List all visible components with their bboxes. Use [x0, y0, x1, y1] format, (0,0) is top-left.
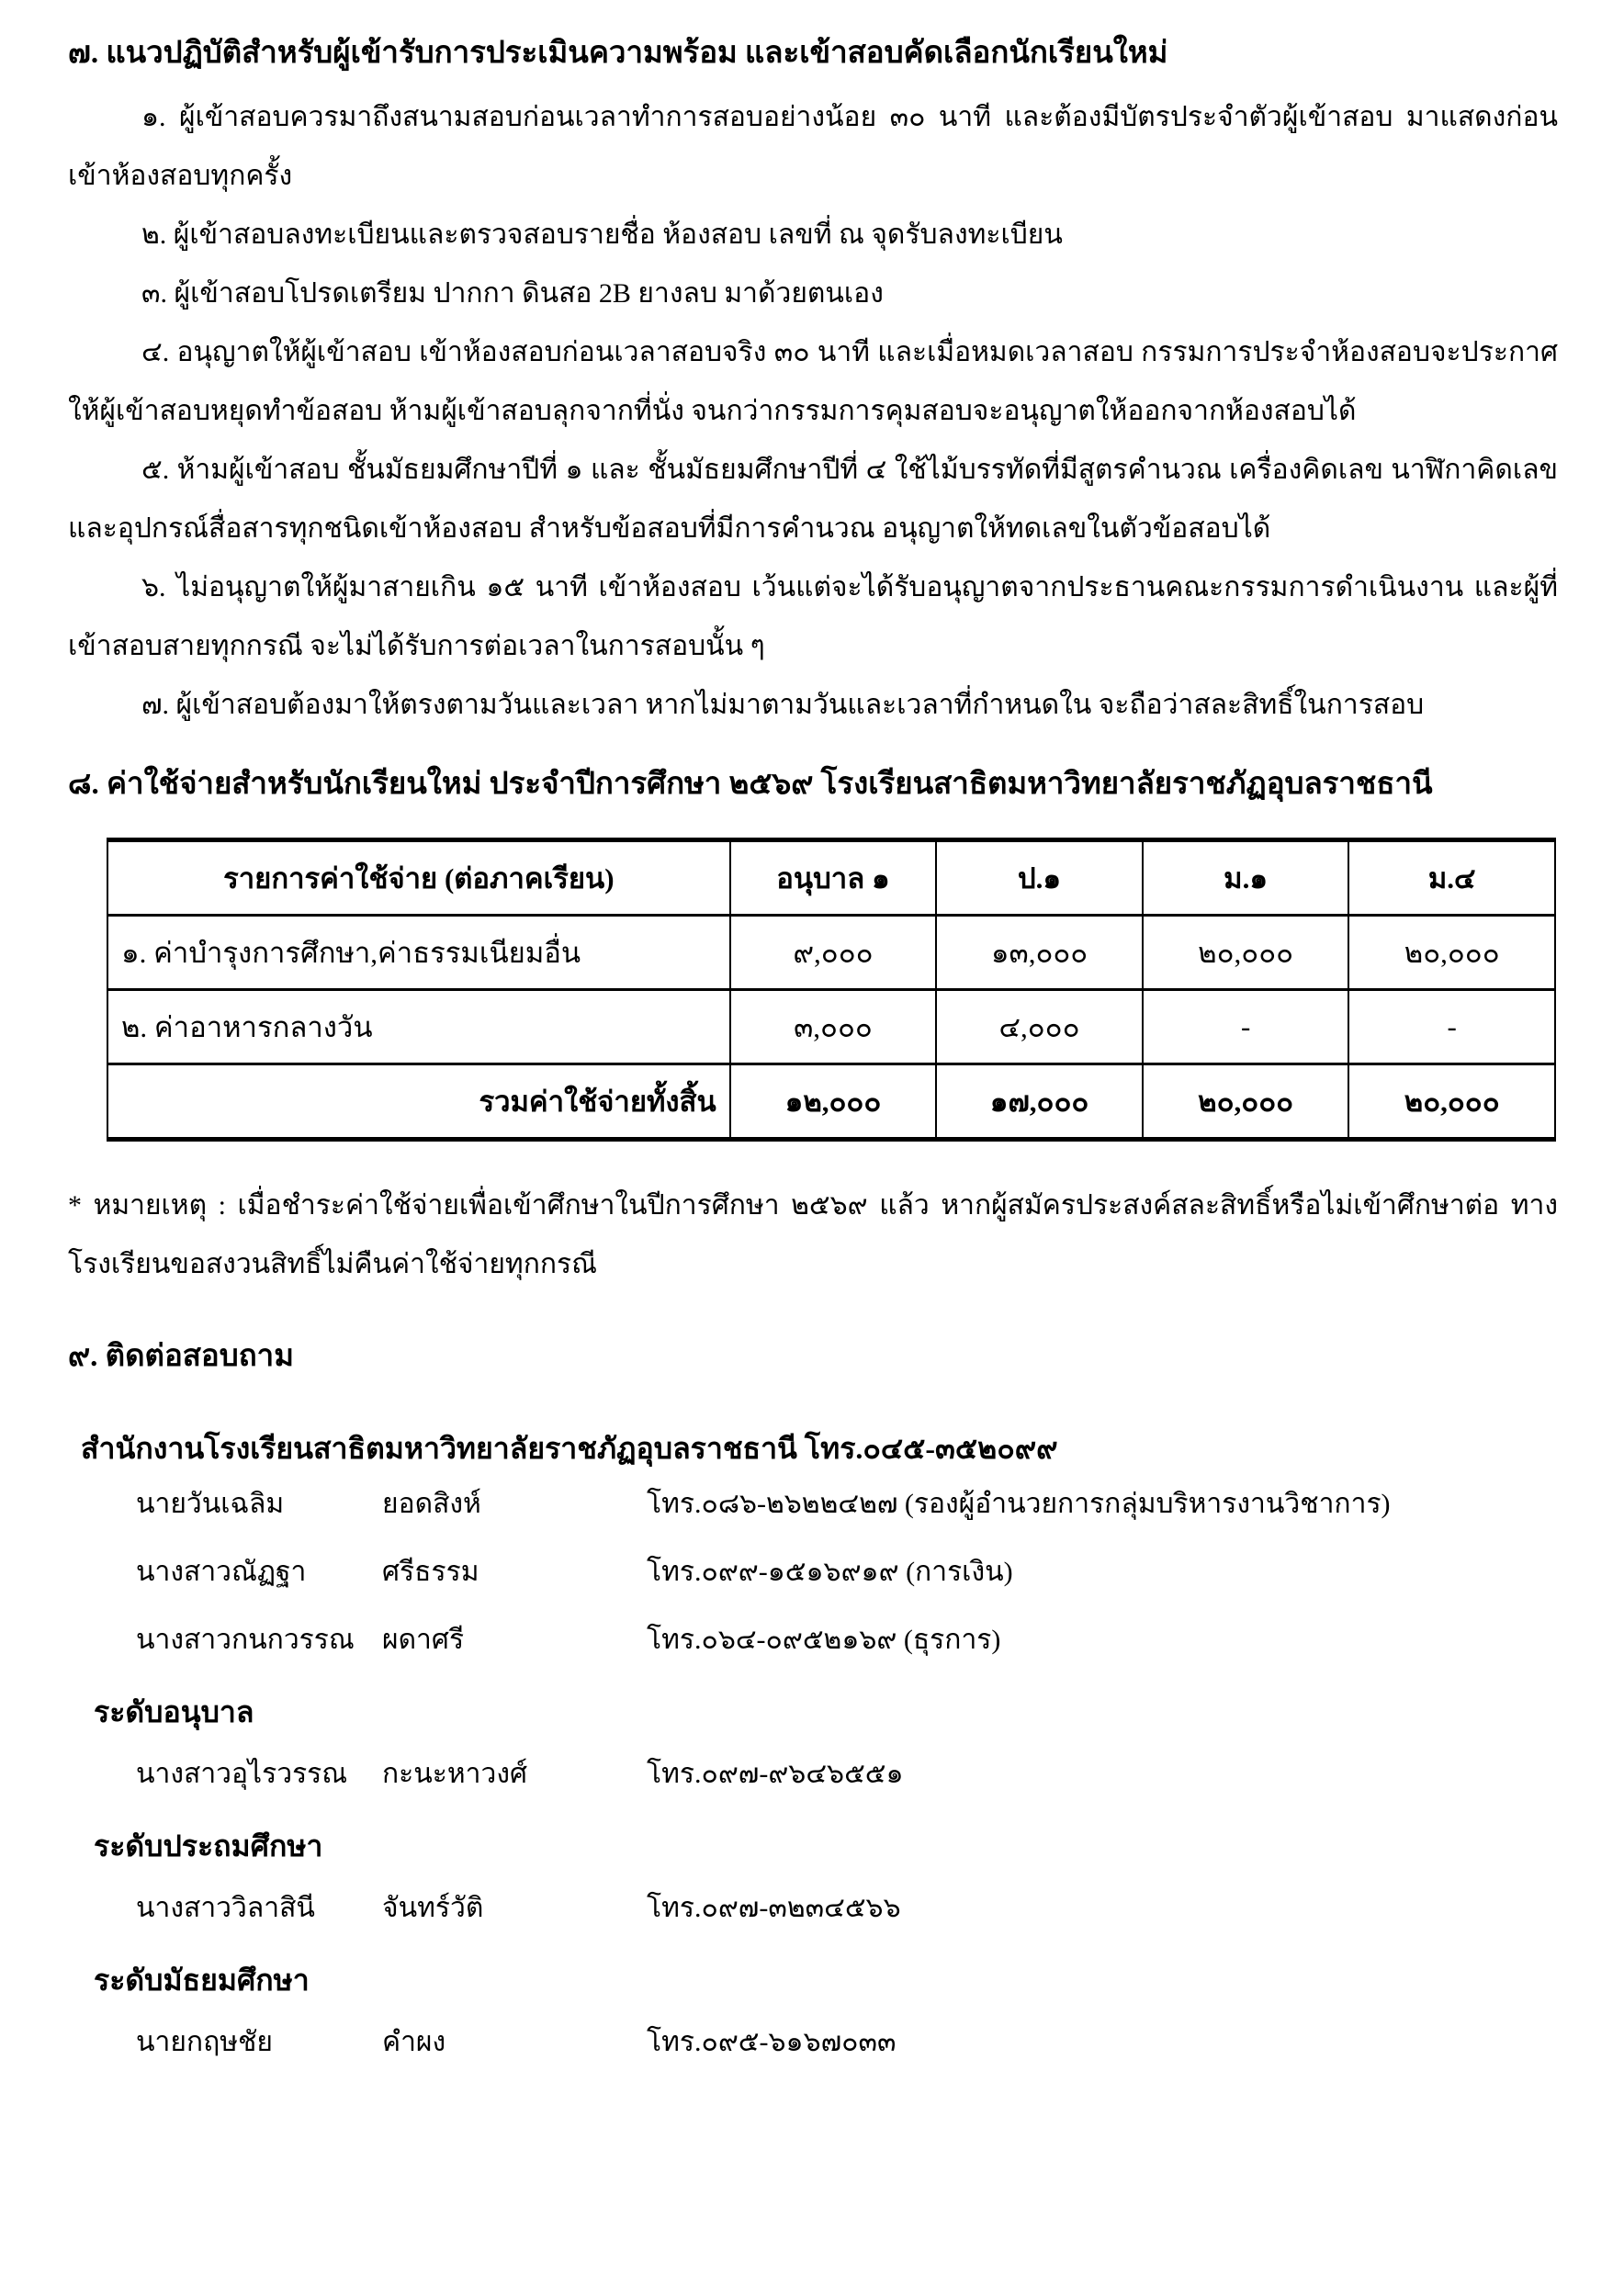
contact-last-name: ยอดสิงห์	[382, 1489, 481, 1519]
fees-value: ๑๓,๐๐๐	[936, 916, 1143, 990]
level-heading-primary: ระดับประถมศึกษา	[94, 1829, 323, 1863]
contact-first-name: นางสาวณัฏฐา	[136, 1557, 307, 1587]
fees-total-value: ๒๐,๐๐๐	[1348, 1064, 1555, 1140]
fees-row-label: ๑. ค่าบำรุงการศึกษา,ค่าธรรมเนียมอื่น	[107, 916, 730, 990]
contact-row	[136, 1538, 1558, 1606]
guideline-item-4: ๔. อนุญาตให้ผู้เข้าสอบ เข้าห้องสอบก่อนเวลาสอบจริง ๓๐ นาที และเมื่อหมดเวลาสอบ กรรมการประจำห้องสอบจะประกาศให้ผู้เข้าสอบหยุดทำข้อสอบ ห้ามผู้เข้าสอบลุกจากที่นั่ง จนกว่ากรรมการคุมสอบจะอนุญาตให้ออกจากห้องสอบได้	[68, 337, 1558, 426]
contact-row	[136, 2009, 1558, 2077]
contact-row	[136, 1470, 1558, 1538]
fees-row-tuition	[107, 916, 1555, 990]
fees-value: -	[1143, 990, 1349, 1064]
fees-header-kindergarten: อนุบาล ๑	[730, 840, 937, 916]
contact-first-name: นายกฤษชัย	[136, 2027, 273, 2057]
fees-header-m1: ม.๑	[1143, 840, 1349, 916]
contact-row	[136, 1874, 1558, 1942]
fees-header-p1: ป.๑	[936, 840, 1143, 916]
contact-phone: โทร.๐๙๗-๙๖๔๖๕๕๑	[647, 1759, 904, 1789]
contact-last-name: ศรีธรรม	[382, 1557, 479, 1587]
guideline-item-7: ๗. ผู้เข้าสอบต้องมาให้ตรงตามวันและเวลา หากไม่มาตามวันและเวลาที่กำหนดใน จะถือว่าสละสิทธิ์ในการสอบ	[141, 690, 1425, 720]
section-8-heading: ๘. ค่าใช้จ่ายสำหรับนักเรียนใหม่ ประจำปีการศึกษา ๒๕๖๙ โรงเรียนสาธิตมหาวิทยาลัยราชภัฏอุบลราชธานี	[68, 768, 1433, 801]
fees-value: ๓,๐๐๐	[730, 990, 937, 1064]
fees-value: ๔,๐๐๐	[936, 990, 1143, 1064]
contact-first-name: นางสาวกนกวรรณ	[136, 1625, 355, 1655]
fees-note: * หมายเหตุ : เมื่อชำระค่าใช้จ่ายเพื่อเข้าศึกษาในปีการศึกษา ๒๕๖๙ แล้ว หากผู้สมัครประสงค์สละสิทธิ์หรือไม่เข้าศึกษาต่อ ทางโรงเรียนขอสงวนสิทธิ์ไม่คืนค่าใช้จ่ายทุกกรณี	[68, 1190, 1558, 1279]
contact-first-name: นางสาวอุไรวรรณ	[136, 1759, 348, 1789]
fees-value: ๙,๐๐๐	[730, 916, 937, 990]
guideline-item-2: ๒. ผู้เข้าสอบลงทะเบียนและตรวจสอบรายชื่อ ห้องสอบ เลขที่ ณ จุดรับลงทะเบียน	[141, 219, 1063, 250]
contact-row	[136, 1740, 1558, 1808]
section-7-guidelines	[68, 88, 1558, 735]
fees-value: ๒๐,๐๐๐	[1143, 916, 1349, 990]
fees-header-item: รายการค่าใช้จ่าย (ต่อภาคเรียน)	[107, 840, 730, 916]
fees-table-header-row	[107, 840, 1555, 916]
fees-row-lunch	[107, 990, 1555, 1064]
guideline-item-3: ๓. ผู้เข้าสอบโปรดเตรียม ปากกา ดินสอ 2B ยางลบ มาด้วยตนเอง	[141, 278, 884, 309]
level-heading-secondary: ระดับมัธยมศึกษา	[94, 1964, 310, 1997]
fees-row-total	[107, 1064, 1555, 1140]
contact-phone: โทร.๐๙๗-๓๒๓๔๕๖๖	[647, 1893, 901, 1923]
contact-first-name: นายวันเฉลิม	[136, 1489, 285, 1519]
contact-row	[136, 1606, 1558, 1674]
fees-value: -	[1348, 990, 1555, 1064]
fees-value: ๒๐,๐๐๐	[1348, 916, 1555, 990]
section-9-heading: ๙. ติดต่อสอบถาม	[68, 1340, 294, 1373]
guideline-item-6: ๖. ไม่อนุญาตให้ผู้มาสายเกิน ๑๕ นาที เข้าห้องสอบ เว้นแต่จะได้รับอนุญาตจากประธานคณะกรรมการดำเนินงาน และผู้ที่เข้าสอบสายทุกกรณี จะไม่ได้รับการต่อเวลาในการสอบนั้น ๆ	[68, 572, 1558, 661]
fees-total-value: ๒๐,๐๐๐	[1143, 1064, 1349, 1140]
contact-phone: โทร.๐๘๖-๒๖๒๒๔๒๗ (รองผู้อำนวยการกลุ่มบริหารงานวิชาการ)	[647, 1489, 1391, 1519]
contact-last-name: ผดาศรี	[382, 1625, 465, 1655]
guideline-item-1: ๑. ผู้เข้าสอบควรมาถึงสนามสอบก่อนเวลาทำการสอบอย่างน้อย ๓๐ นาที และต้องมีบัตรประจำตัวผู้เข้าสอบ มาแสดงก่อนเข้าห้องสอบทุกครั้ง	[68, 102, 1558, 191]
fees-total-value: ๑๒,๐๐๐	[730, 1064, 937, 1140]
fees-table	[107, 838, 1556, 1142]
office-contact-line: สำนักงานโรงเรียนสาธิตมหาวิทยาลัยราชภัฏอุบลราชธานี โทร.๐๔๕-๓๕๒๐๙๙	[81, 1432, 1058, 1465]
contact-phone: โทร.๐๙๙-๑๕๑๖๙๑๙ (การเงิน)	[647, 1557, 1013, 1587]
contact-last-name: คำผง	[382, 2027, 446, 2057]
fees-total-label: รวมค่าใช้จ่ายทั้งสิ้น	[107, 1064, 730, 1140]
fees-header-m4: ม.๔	[1348, 840, 1555, 916]
contact-last-name: กะนะหาวงศ์	[382, 1759, 528, 1789]
section-7-heading: ๗. แนวปฏิบัติสำหรับผู้เข้ารับการประเมินความพร้อม และเข้าสอบคัดเลือกนักเรียนใหม่	[68, 37, 1168, 70]
fees-total-value: ๑๗,๐๐๐	[936, 1064, 1143, 1140]
contact-first-name: นางสาววิลาสินี	[136, 1893, 315, 1923]
contact-phone: โทร.๐๖๔-๐๙๕๒๑๖๙ (ธุรการ)	[647, 1625, 1001, 1655]
level-heading-kindergarten: ระดับอนุบาล	[94, 1695, 254, 1728]
contact-last-name: จันทร์วัติ	[382, 1893, 484, 1923]
fees-row-label: ๒. ค่าอาหารกลางวัน	[107, 990, 730, 1064]
contact-phone: โทร.๐๙๕-๖๑๖๗๐๓๓	[647, 2027, 897, 2057]
guideline-item-5: ๕. ห้ามผู้เข้าสอบ ชั้นมัธยมศึกษาปีที่ ๑ และ ชั้นมัธยมศึกษาปีที่ ๔ ใช้ไม้บรรทัดที่มีสูตรคำนวณ เครื่องคิดเลข นาฬิกาคิดเลข และอุปกรณ์สื่อสารทุกชนิดเข้าห้องสอบ สำหรับข้อสอบที่มีการคำนวณ อนุญาตให้ทดเลขในตัวข้อสอบได้	[68, 455, 1558, 544]
